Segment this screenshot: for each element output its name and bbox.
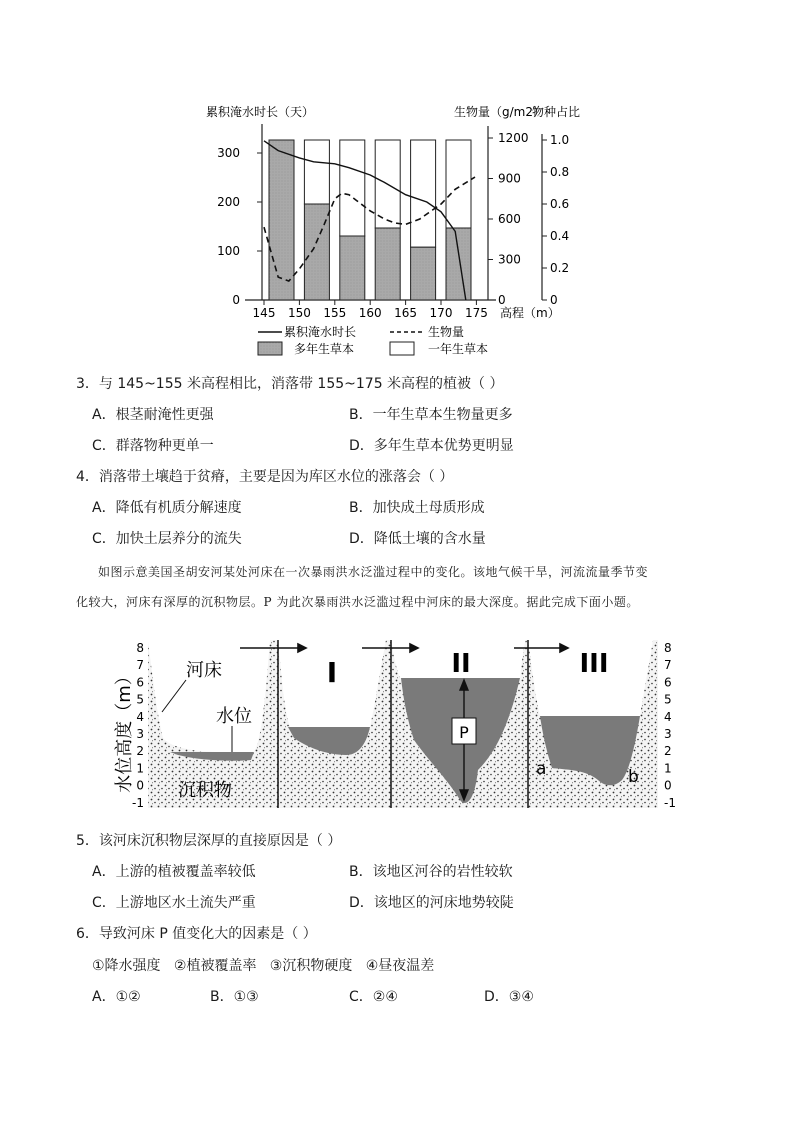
- riverbed-leader: [162, 680, 186, 712]
- bar-annual: [446, 140, 471, 228]
- question-3-option-b[interactable]: B．一年生草本生物量更多: [349, 407, 513, 423]
- scale-tick-label: 6: [136, 675, 144, 690]
- scale-tick-label: -1: [132, 795, 144, 810]
- question-3-stem: 3．与 145~155 米高程相比，消落带 155~175 米高程的植被（ ）: [76, 376, 504, 392]
- x-tick-label: 150: [287, 306, 311, 320]
- bar-annual: [411, 140, 436, 247]
- legend-annual: 一年生草本: [428, 342, 489, 356]
- scale-tick-label: 8: [664, 641, 672, 655]
- question-6-option-d[interactable]: D．③④: [484, 989, 534, 1005]
- bar-perennial: [446, 228, 471, 300]
- legend-swatch-annual: [390, 342, 414, 355]
- point-b-label: b: [628, 767, 639, 787]
- question-6-factors: ①降水强度 ②植被覆盖率 ③沉积物硬度 ④昼夜温差: [92, 958, 435, 974]
- scale-tick-label: 6: [664, 675, 672, 690]
- scale-tick-label: 4: [664, 709, 672, 724]
- bar-annual: [304, 140, 329, 204]
- question-5-option-c[interactable]: C．上游地区水土流失严重: [92, 895, 256, 911]
- flow-arrows: [240, 644, 568, 652]
- scale-tick-label: 1: [664, 761, 672, 776]
- bio-tick-label: 300: [498, 252, 521, 267]
- scale-tick-label: 0: [136, 778, 144, 793]
- ratio-tick-label: 0.8: [550, 165, 570, 179]
- left-axis-title: 累积淹水时长（天）: [206, 105, 315, 119]
- right-axis-title: 生物量（g/m2）: [454, 105, 545, 119]
- bio-tick-label: 600: [498, 212, 521, 226]
- ratio-tick-label: 0.4: [550, 229, 570, 243]
- riverbed-diagram: [108, 630, 688, 815]
- x-tick-label: 175: [464, 306, 488, 320]
- question-3-option-a[interactable]: A．根茎耐淹性更强: [92, 407, 214, 423]
- stage-1-label: I: [326, 656, 338, 689]
- bar-annual: [340, 140, 365, 236]
- question-5-option-b[interactable]: B．该地区河谷的岩性较软: [349, 864, 513, 880]
- scale-tick-label: 0: [664, 778, 672, 793]
- left-tick-label: 300: [217, 146, 240, 160]
- scale-tick-label: 8: [136, 641, 144, 655]
- bar-perennial: [411, 247, 436, 300]
- legend-perennial: 多年生草本: [294, 342, 355, 356]
- bar-perennial: [304, 204, 329, 300]
- passage-line-2: 化较大，河床有深厚的沉积物层。P 为此次暴雨洪水泛滥过程中河床的最大深度。据此完成下面小题。: [76, 595, 639, 609]
- bio-tick-label: 900: [498, 171, 521, 186]
- left-tick-label: 0: [232, 293, 240, 307]
- scale-tick-label: 3: [664, 727, 672, 741]
- water-level-label: 水位: [216, 706, 252, 727]
- question-4-option-b[interactable]: B．加快成土母质形成: [349, 500, 485, 516]
- sediment-label: 沉积物: [178, 780, 232, 801]
- left-tick-label: 100: [217, 244, 240, 258]
- point-a-label: a: [536, 759, 547, 779]
- bar-perennial: [269, 140, 294, 300]
- x-tick-label: 145: [252, 306, 276, 320]
- question-6-stem: 6．导致河床 P 值变化大的因素是（ ）: [76, 926, 317, 942]
- scale-tick-label: 2: [664, 744, 672, 759]
- x-tick-label: 165: [394, 306, 418, 320]
- scale-tick-label: 3: [136, 727, 144, 741]
- scale-tick-label: -1: [664, 795, 676, 810]
- question-6-option-a[interactable]: A．①②: [92, 989, 141, 1005]
- series-line-biomass: [264, 177, 475, 281]
- passage-line-1: 如图示意美国圣胡安河某处河床在一次暴雨洪水泛滥过程中的变化。该地气候干旱，河流流量季节变: [98, 565, 649, 579]
- question-5-option-a[interactable]: A．上游的植被覆盖率较低: [92, 864, 256, 880]
- scale-tick-label: 1: [136, 761, 144, 776]
- x-tick-label: 160: [358, 306, 382, 320]
- question-5-option-d[interactable]: D．该地区的河床地势较陡: [349, 895, 514, 911]
- question-4-stem: 4．消落带土壤趋于贫瘠，主要是因为库区水位的涨落会（ ）: [76, 469, 454, 485]
- ratio-tick-label: 1.0: [550, 133, 570, 147]
- question-3-option-c[interactable]: C．群落物种更单一: [92, 438, 214, 454]
- scale-tick-label: 4: [136, 709, 144, 724]
- question-4-option-c[interactable]: C．加快土层养分的流失: [92, 531, 242, 547]
- question-6-option-c[interactable]: C．②④: [349, 989, 398, 1005]
- riverbed-label: 河床: [186, 660, 222, 681]
- scale-tick-label: 7: [664, 658, 672, 673]
- right-axis2-title: 物种占比: [532, 105, 581, 119]
- scale-tick-label: 5: [136, 692, 144, 707]
- ratio-tick-label: 0.6: [550, 197, 570, 211]
- question-4-option-d[interactable]: D．降低土壤的含水量: [349, 531, 486, 547]
- question-5-stem: 5．该河床沉积物层深厚的直接原因是（ ）: [76, 833, 342, 849]
- x-tick-label: 155: [323, 306, 347, 320]
- scale-tick-label: 2: [136, 744, 144, 759]
- x-axis-unit: 高程（m）: [500, 306, 560, 320]
- scale-tick-label: 7: [136, 658, 144, 673]
- legend-flood-duration: 累积淹水时长: [284, 325, 357, 339]
- bio-tick-label: 0: [498, 293, 506, 307]
- y-axis-label: 水位高度（m）: [114, 667, 135, 793]
- bar-perennial: [340, 236, 365, 300]
- question-4-option-a[interactable]: A．降低有机质分解速度: [92, 500, 242, 516]
- legend-biomass: 生物量: [428, 325, 465, 339]
- p-label: P: [459, 723, 469, 742]
- bio-tick-label: 1200: [498, 131, 529, 145]
- x-tick-label: 170: [429, 306, 453, 320]
- scale-tick-label: 5: [664, 692, 672, 707]
- left-tick-label: 200: [217, 195, 240, 209]
- stage-3-label: III: [579, 649, 609, 679]
- stage-2-label: II: [451, 649, 471, 679]
- bar-perennial: [375, 228, 400, 300]
- ratio-tick-label: 0.2: [550, 261, 570, 275]
- question-3-option-d[interactable]: D．多年生草本优势更明显: [349, 438, 514, 454]
- elevation-chart: [200, 96, 600, 366]
- legend-swatch-perennial: [258, 342, 282, 355]
- ratio-tick-label: 0: [550, 293, 558, 307]
- question-6-option-b[interactable]: B．①③: [210, 989, 259, 1005]
